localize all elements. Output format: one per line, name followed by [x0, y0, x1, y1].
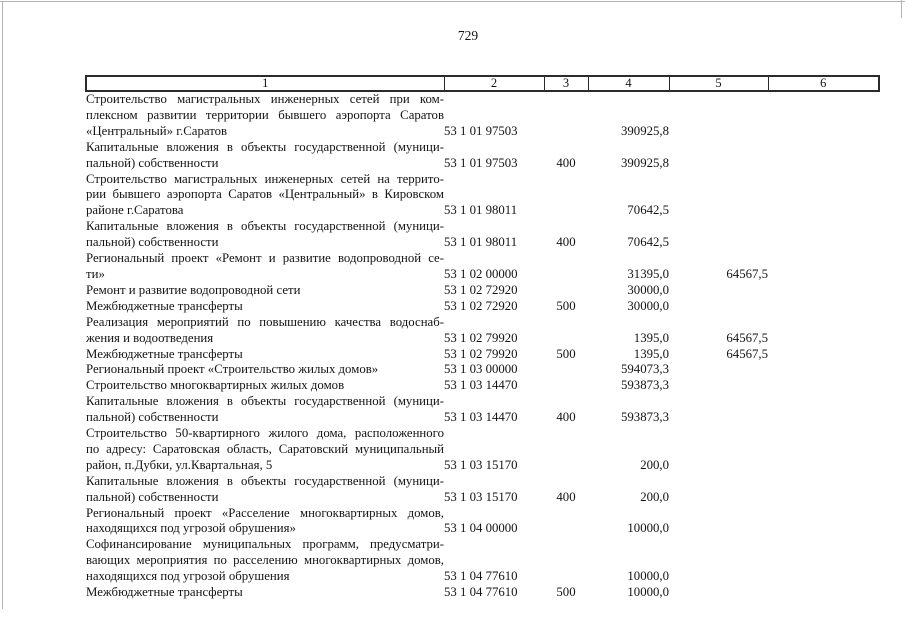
row-name-line: район, п.Дубки, ул.Квартальная, 5 — [86, 457, 273, 472]
row-name — [86, 347, 444, 363]
page-edge-left — [2, 1, 3, 609]
row-expense-type — [544, 315, 588, 347]
row-amount-col5 — [669, 394, 768, 426]
row-code: 53 1 02 79920 — [444, 330, 518, 345]
table-row — [86, 219, 879, 251]
row-col6 — [768, 219, 879, 251]
row-amount-col5 — [669, 299, 768, 315]
row-amount-col4: 70642,5 — [627, 203, 669, 218]
row-name-line: пальной) собственности — [86, 489, 219, 504]
table-header-row — [86, 76, 879, 91]
row-name-line: Реализация мероприятий по повышению качества водоснаб- — [86, 314, 444, 329]
row-col6 — [768, 537, 879, 585]
column-header-6: 6 — [768, 76, 879, 91]
row-name-line: Региональный проект «Ремонт и развитие водопроводной се- — [86, 251, 444, 266]
row-col6 — [768, 315, 879, 347]
row-name-line: Капитальные вложения в объекты государственной (муници- — [86, 219, 444, 234]
table-row — [86, 315, 879, 347]
table-row — [86, 347, 879, 363]
row-col6 — [768, 91, 879, 140]
row-col6 — [768, 426, 879, 474]
row-amount-col4: 593873,3 — [621, 410, 669, 425]
row-name — [86, 219, 444, 251]
row-name-line: пальной) собственности — [86, 235, 219, 250]
table-header — [86, 76, 879, 91]
column-header-4: 4 — [588, 76, 669, 91]
row-col6 — [768, 378, 879, 394]
row-name-line: рии бывшего аэропорта Саратов «Центральный» в Кировском — [86, 187, 444, 202]
row-col6 — [768, 251, 879, 283]
row-name-line: Капитальные вложения в объекты государственной (муници- — [86, 473, 444, 488]
row-code: 53 1 03 14470 — [444, 378, 518, 393]
column-header-3: 3 — [544, 76, 588, 91]
row-amount-col4: 200,0 — [640, 489, 669, 504]
row-name — [86, 283, 444, 299]
row-expense-type: 500 — [556, 298, 576, 313]
row-name-line: находящихся под угрозой обрушения» — [86, 521, 296, 536]
row-code: 53 1 01 98011 — [444, 203, 518, 218]
row-col6 — [768, 283, 879, 299]
row-expense-type — [544, 251, 588, 283]
row-name — [86, 299, 444, 315]
row-name-line: Софинансирование муниципальных программ, предусматри- — [86, 537, 444, 552]
row-name-line: «Центральный» г.Саратов — [86, 123, 228, 138]
row-code: 53 1 01 97503 — [444, 123, 518, 138]
row-name-line: пальной) собственности — [86, 155, 219, 170]
row-amount-col5: 64567,5 — [726, 346, 768, 361]
row-name-line: жения и водоотведения — [86, 330, 214, 345]
row-name-line: Межбюджетные трансферты — [86, 298, 243, 313]
table-row — [86, 251, 879, 283]
page-edge-right — [901, 0, 902, 18]
row-name-line: находящихся под угрозой обрушения — [86, 569, 290, 584]
row-code: 53 1 02 72920 — [444, 282, 518, 297]
table-row — [86, 394, 879, 426]
row-name — [86, 315, 444, 347]
row-name-line: Региональный проект «Расселение многоквартирных домов, — [86, 505, 444, 520]
row-amount-col4: 70642,5 — [627, 235, 669, 250]
row-amount-col4: 10000,0 — [627, 585, 669, 600]
row-name — [86, 91, 444, 140]
row-col6 — [768, 299, 879, 315]
row-amount-col5 — [669, 426, 768, 474]
row-name-line: Региональный проект «Строительство жилых домов» — [86, 362, 379, 377]
row-name-line: по адресу: Саратовская область, Саратовский муниципальный — [86, 441, 444, 456]
row-amount-col5 — [669, 537, 768, 585]
table-body — [86, 91, 879, 601]
row-name — [86, 140, 444, 172]
row-expense-type: 400 — [556, 410, 576, 425]
row-name-line: Строительство магистральных инженерных сетей на террито- — [86, 171, 444, 186]
row-amount-col5 — [669, 283, 768, 299]
row-name-line: районе г.Саратова — [86, 203, 184, 218]
row-amount-col5 — [669, 172, 768, 220]
row-code: 53 1 04 00000 — [444, 521, 518, 536]
row-col6 — [768, 362, 879, 378]
row-amount-col4: 10000,0 — [627, 569, 669, 584]
page-number: 729 — [457, 28, 479, 43]
row-expense-type — [544, 362, 588, 378]
row-name-line: Межбюджетные трансферты — [86, 346, 243, 361]
row-name-line: Ремонт и развитие водопроводной сети — [86, 282, 301, 297]
row-expense-type — [544, 283, 588, 299]
row-code: 53 1 03 00000 — [444, 362, 518, 377]
row-amount-col5: 64567,5 — [726, 266, 768, 281]
row-name-line: Строительство 50-квартирного жилого дома, расположенного — [86, 426, 444, 441]
row-code: 53 1 02 72920 — [444, 298, 518, 313]
row-code: 53 1 03 15170 — [444, 457, 518, 472]
row-name — [86, 474, 444, 506]
row-amount-col5 — [669, 378, 768, 394]
row-amount-col4: 1395,0 — [633, 330, 669, 345]
row-code: 53 1 01 97503 — [444, 155, 518, 170]
row-amount-col5 — [669, 362, 768, 378]
row-code: 53 1 03 15170 — [444, 489, 518, 504]
row-expense-type: 400 — [556, 489, 576, 504]
row-name — [86, 394, 444, 426]
table-row — [86, 426, 879, 474]
row-amount-col5 — [669, 219, 768, 251]
row-col6 — [768, 585, 879, 601]
row-amount-col5 — [669, 91, 768, 140]
row-name-line: Капитальные вложения в объекты государственной (муници- — [86, 139, 444, 154]
row-amount-col5 — [669, 506, 768, 538]
row-amount-col5 — [669, 140, 768, 172]
table-row — [86, 585, 879, 601]
row-name — [86, 378, 444, 394]
row-name — [86, 537, 444, 585]
row-expense-type: 500 — [556, 346, 576, 361]
row-name — [86, 426, 444, 474]
row-amount-col4: 593873,3 — [621, 378, 669, 393]
row-expense-type — [544, 506, 588, 538]
row-name-line: вающих мероприятия по расселению многоквартирных домов, — [86, 553, 444, 568]
row-name — [86, 362, 444, 378]
row-name — [86, 251, 444, 283]
budget-table — [85, 75, 880, 601]
row-amount-col5 — [669, 585, 768, 601]
row-col6 — [768, 347, 879, 363]
row-amount-col4: 390925,8 — [621, 123, 669, 138]
row-code: 53 1 04 77610 — [444, 585, 518, 600]
table-row — [86, 362, 879, 378]
row-expense-type: 400 — [556, 155, 576, 170]
row-col6 — [768, 474, 879, 506]
row-name — [86, 506, 444, 538]
row-code: 53 1 01 98011 — [444, 235, 518, 250]
table-row — [86, 537, 879, 585]
row-name-line: Межбюджетные трансферты — [86, 585, 243, 600]
table-row — [86, 140, 879, 172]
row-expense-type — [544, 172, 588, 220]
row-code: 53 1 03 14470 — [444, 410, 518, 425]
row-expense-type: 400 — [556, 235, 576, 250]
table-row — [86, 91, 879, 140]
row-col6 — [768, 140, 879, 172]
table-row — [86, 299, 879, 315]
row-amount-col4: 31395,0 — [627, 266, 669, 281]
column-header-2: 2 — [444, 76, 544, 91]
row-col6 — [768, 172, 879, 220]
column-header-1: 1 — [86, 76, 444, 91]
row-expense-type — [544, 537, 588, 585]
row-name-line: пальной) собственности — [86, 410, 219, 425]
table-row — [86, 172, 879, 220]
row-expense-type — [544, 378, 588, 394]
row-amount-col4: 30000,0 — [627, 282, 669, 297]
row-expense-type: 500 — [556, 585, 576, 600]
row-code: 53 1 02 00000 — [444, 266, 518, 281]
row-name — [86, 172, 444, 220]
row-col6 — [768, 506, 879, 538]
page-edge-top — [0, 1, 905, 2]
row-expense-type — [544, 91, 588, 140]
row-expense-type — [544, 426, 588, 474]
row-name-line: плексном развитии территории бывшего аэропорта Саратов — [86, 107, 444, 122]
row-amount-col4: 390925,8 — [621, 155, 669, 170]
row-amount-col4: 30000,0 — [627, 298, 669, 313]
row-col6 — [768, 394, 879, 426]
row-name-line: Капитальные вложения в объекты государственной (муници- — [86, 394, 444, 409]
row-name — [86, 585, 444, 601]
row-amount-col5: 64567,5 — [726, 330, 768, 345]
row-name-line: Строительство магистральных инженерных сетей при ком- — [86, 92, 444, 106]
row-amount-col4: 200,0 — [640, 457, 669, 472]
row-amount-col4: 10000,0 — [627, 521, 669, 536]
row-name-line: ти» — [86, 266, 105, 281]
row-amount-col4: 1395,0 — [633, 346, 669, 361]
row-name-line: Строительство многоквартирных жилых домов — [86, 378, 345, 393]
table-row — [86, 474, 879, 506]
table-row — [86, 283, 879, 299]
column-header-5: 5 — [669, 76, 768, 91]
row-code: 53 1 02 79920 — [444, 346, 518, 361]
row-code: 53 1 04 77610 — [444, 569, 518, 584]
table-row — [86, 506, 879, 538]
row-amount-col5 — [669, 474, 768, 506]
table-row — [86, 378, 879, 394]
row-amount-col4: 594073,3 — [621, 362, 669, 377]
